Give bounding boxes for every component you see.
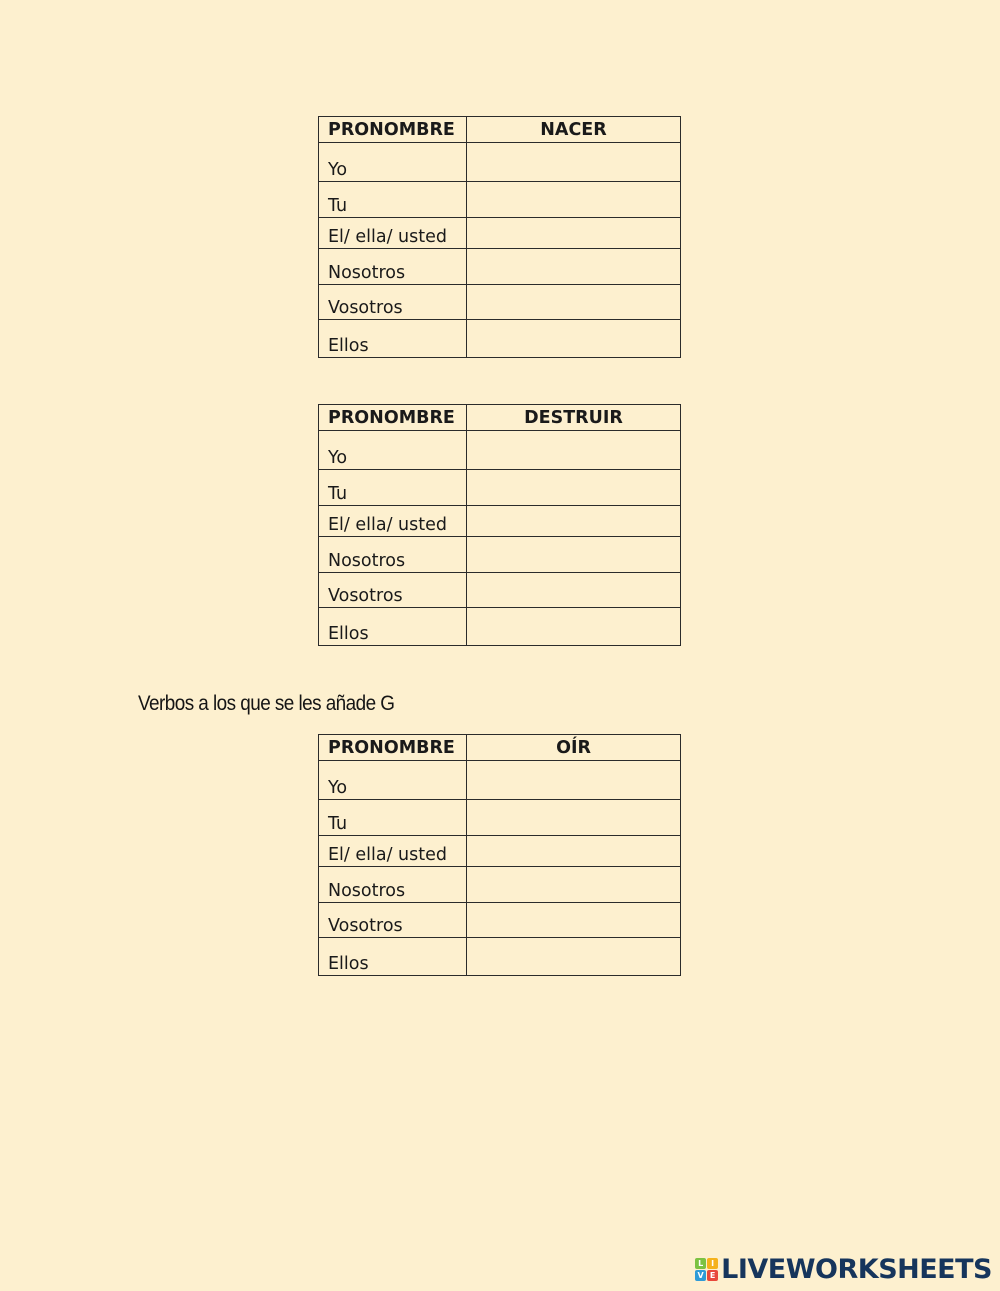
answer-input[interactable] bbox=[467, 588, 680, 607]
pronoun-cell: Yo bbox=[319, 431, 467, 470]
liveworksheets-logo-icon bbox=[695, 1258, 718, 1281]
pronoun-cell: Yo bbox=[319, 143, 467, 182]
pronoun-cell: Ellos bbox=[319, 938, 467, 976]
conjugation-table-nacer bbox=[318, 116, 681, 358]
verb-header: DESTRUIR bbox=[467, 405, 681, 431]
verb-header: NACER bbox=[467, 117, 681, 143]
conjugation-table-oir bbox=[318, 734, 681, 976]
logo-tile: L bbox=[695, 1258, 706, 1269]
pronoun-cell: Tu bbox=[319, 470, 467, 506]
pronoun-cell: Vosotros bbox=[319, 903, 467, 938]
pronoun-cell: Vosotros bbox=[319, 573, 467, 608]
logo-tile: I bbox=[707, 1258, 718, 1269]
answer-input[interactable] bbox=[467, 847, 680, 866]
answer-input[interactable] bbox=[467, 780, 680, 799]
answer-input[interactable] bbox=[467, 553, 680, 572]
answer-input[interactable] bbox=[467, 918, 680, 937]
answer-input[interactable] bbox=[467, 956, 680, 975]
answer-input[interactable] bbox=[467, 626, 680, 645]
answer-input[interactable] bbox=[467, 162, 680, 181]
answer-input[interactable] bbox=[467, 338, 680, 357]
answer-input[interactable] bbox=[467, 450, 680, 469]
pronoun-cell: Tu bbox=[319, 800, 467, 836]
answer-input[interactable] bbox=[467, 883, 680, 902]
pronoun-header: PRONOMBRE bbox=[319, 735, 467, 761]
logo-tile: E bbox=[707, 1270, 718, 1281]
pronoun-cell: Yo bbox=[319, 761, 467, 800]
pronoun-cell: El/ ella/ usted bbox=[319, 836, 467, 867]
verb-header: OÍR bbox=[467, 735, 681, 761]
conjugation-table-destruir bbox=[318, 404, 681, 646]
answer-input[interactable] bbox=[467, 816, 680, 835]
liveworksheets-brand bbox=[695, 1254, 992, 1285]
pronoun-cell: Vosotros bbox=[319, 285, 467, 320]
pronoun-cell: El/ ella/ usted bbox=[319, 218, 467, 249]
pronoun-header: PRONOMBRE bbox=[319, 405, 467, 431]
answer-input[interactable] bbox=[467, 198, 680, 217]
pronoun-cell: Ellos bbox=[319, 608, 467, 646]
answer-input[interactable] bbox=[467, 229, 680, 248]
pronoun-cell: Nosotros bbox=[319, 537, 467, 573]
answer-input[interactable] bbox=[467, 517, 680, 536]
answer-input[interactable] bbox=[467, 300, 680, 319]
pronoun-header: PRONOMBRE bbox=[319, 117, 467, 143]
pronoun-cell: Tu bbox=[319, 182, 467, 218]
pronoun-cell: Nosotros bbox=[319, 867, 467, 903]
section-heading: Verbos a los que se les añade G bbox=[138, 692, 395, 715]
pronoun-cell: Ellos bbox=[319, 320, 467, 358]
answer-input[interactable] bbox=[467, 486, 680, 505]
pronoun-cell: El/ ella/ usted bbox=[319, 506, 467, 537]
pronoun-cell: Nosotros bbox=[319, 249, 467, 285]
answer-input[interactable] bbox=[467, 265, 680, 284]
brand-name: LIVEWORKSHEETS bbox=[721, 1254, 992, 1285]
logo-tile: V bbox=[695, 1270, 706, 1281]
